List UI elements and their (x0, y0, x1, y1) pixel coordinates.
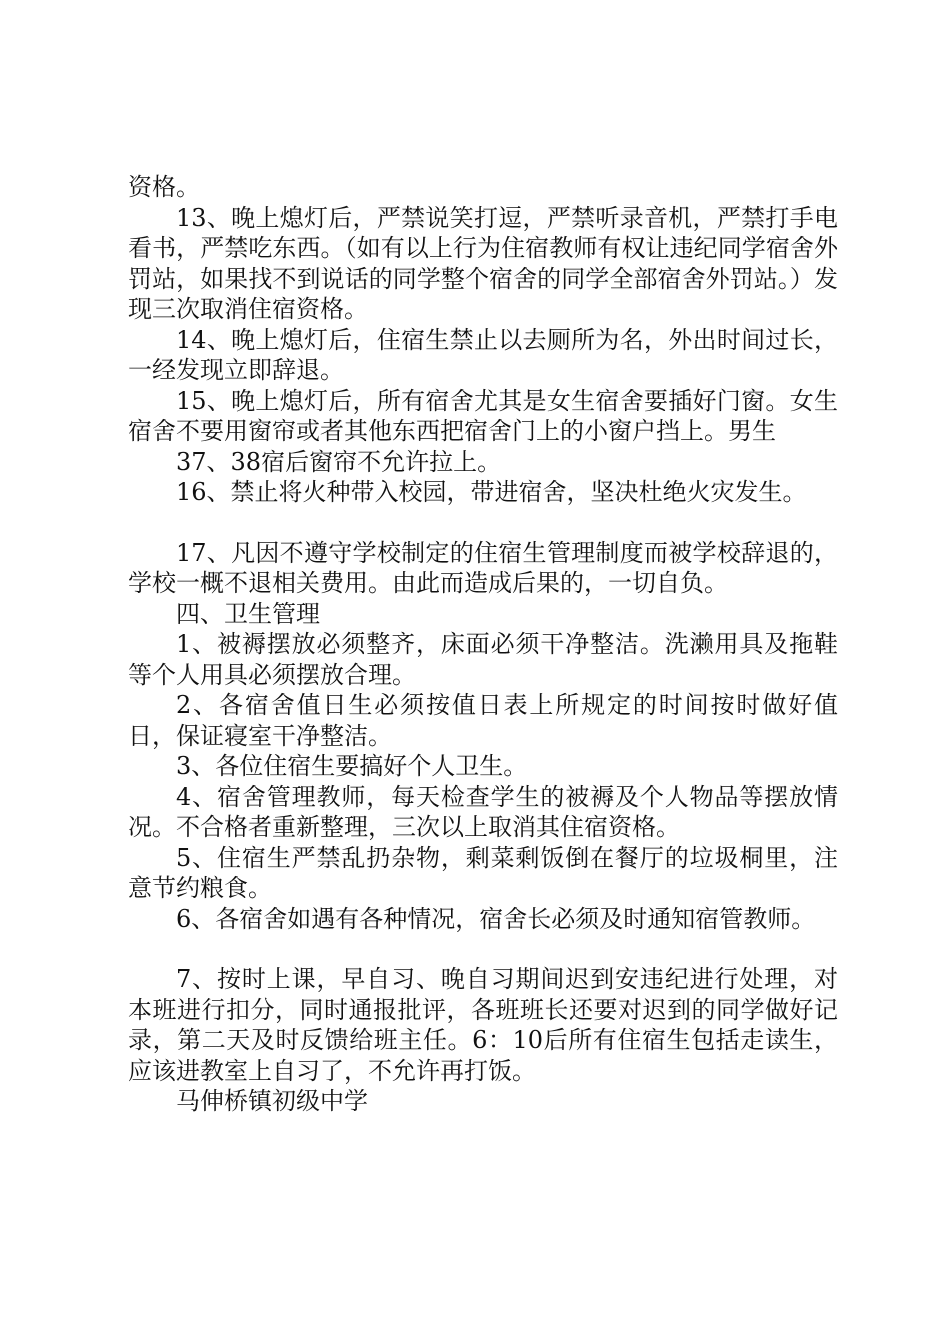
paragraph-hygiene-3: 3、各位住宿生要搞好个人卫生。 (176, 752, 528, 780)
paragraph-hygiene-4: 4、宿舍管理教师，每天检查学生的被褥及个人物品等摆放情况。不合格者重新整理，三次以上取消其住宿资格。 (128, 782, 838, 841)
paragraph-hygiene-6: 6、各宿舍如遇有各种情况，宿舍长必须及时通知宿管教师。 (176, 904, 816, 933)
paragraph-gap (128, 508, 838, 538)
paragraph-continuation: 资格。 (128, 173, 200, 201)
paragraph-rule-16: 16、禁止将火种带入校园，带进宿舍，坚决杜绝火灾发生。 (176, 478, 807, 506)
document-body (128, 172, 838, 1117)
paragraph-rule-14: 14、晚上熄灯后，住宿生禁止以去厕所为名，外出时间过长，一经发现立即辞退。 (128, 325, 838, 384)
paragraph-hygiene-7: 7、按时上课，早自习、晚自习期间迟到安违纪进行处理，对本班进行扣分，同时通报批评，各班班长还要对迟到的同学做好记录，第二天及时反馈给班主任。6：10后所有住宿生包括走读生，应该进教室上自习了，不允许再打饭。 (128, 965, 838, 1085)
paragraph-gap (128, 934, 838, 964)
paragraph-hygiene-1: 1、被褥摆放必须整齐，床面必须干净整洁。洗濑用具及拖鞋等个人用具必须摆放合理。 (128, 630, 838, 689)
paragraph-rule-15-cont: 37、38宿后窗帘不允许拉上。 (176, 447, 502, 476)
school-signature: 马伸桥镇初级中学 (176, 1087, 368, 1115)
paragraph-rule-15: 15、晚上熄灯后，所有宿舍尤其是女生宿舍要插好门窗。女生宿舍不要用窗帘或者其他东西把宿舍门上的小窗户挡上。男生 (128, 386, 838, 445)
paragraph-hygiene-5: 5、住宿生严禁乱扔杂物，剩菜剩饭倒在餐厅的垃圾桐里，注意节约粮食。 (128, 843, 838, 902)
paragraph-hygiene-2: 2、各宿舍值日生必须按值日表上所规定的时间按时做好值日，保证寝室干净整洁。 (128, 691, 838, 750)
paragraph-rule-17: 17、凡因不遵守学校制定的住宿生管理制度而被学校辞退的，学校一概不退相关费用。由此而造成后果的，一切自负。 (128, 538, 838, 597)
section-heading-hygiene: 四、卫生管理 (176, 599, 320, 628)
paragraph-rule-13: 13、晚上熄灯后，严禁说笑打逗，严禁听录音机，严禁打手电看书，严禁吃东西。（如有以上行为住宿教师有权让违纪同学宿舍外罚站，如果找不到说话的同学整个宿舍的同学全部宿舍外罚站。）发现三次取消住宿资格。 (128, 203, 838, 323)
